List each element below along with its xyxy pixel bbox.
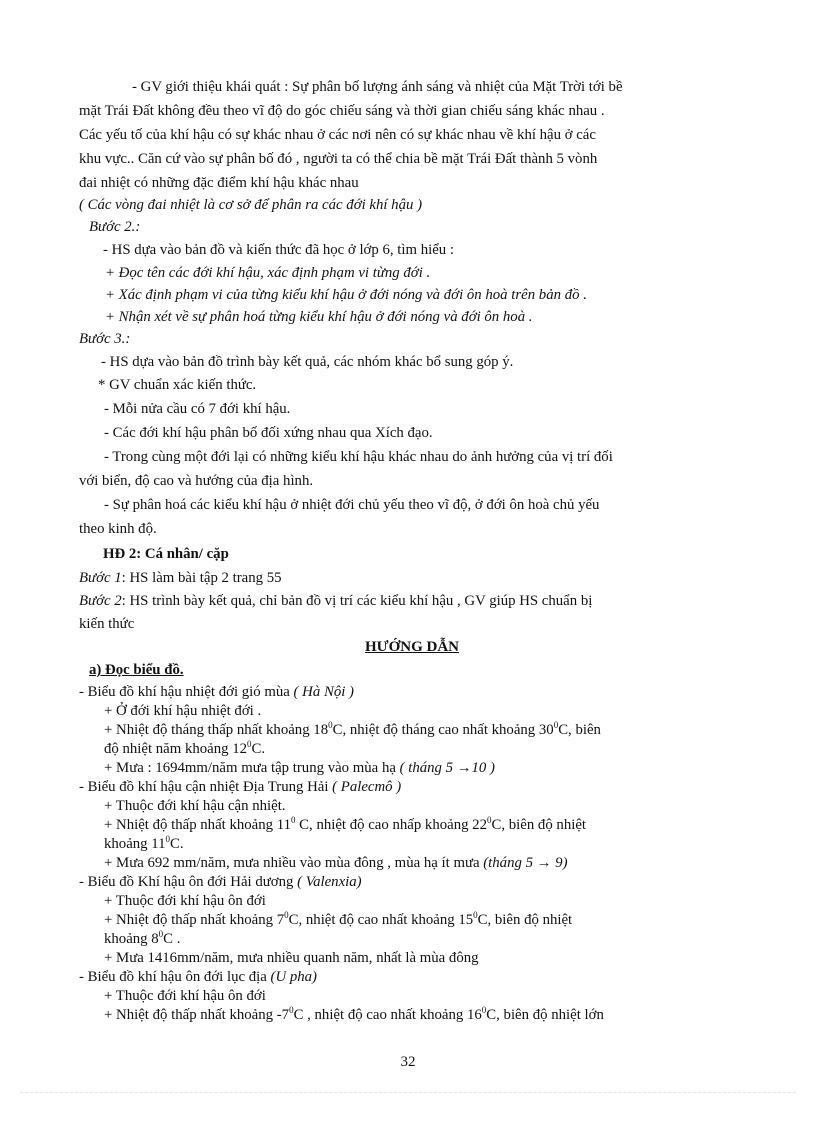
paragraph-line: khu vực.. Căn cứ vào sự phân bố đó , người ta có thể chia bề mặt Trái Đất thành 5 vònh (79, 151, 598, 167)
chart-3-line: khoảng $8^0C$ . (104, 929, 181, 947)
step-3-label: Bước 3.: (79, 331, 131, 347)
step-3-line: với biển, độ cao và hướng của địa hình. (79, 473, 314, 489)
paragraph-line: Các yếu tố của khí hậu có sự khác nhau ở các nơi nên có sự khác nhau về khí hậu ở các (79, 127, 596, 143)
climate-chart-3-title: - Biểu đồ Khí hậu ôn đới Hải dương ( Valenxia) (79, 874, 362, 890)
chart-3-line: + Thuộc đới khí hậu ôn đới (104, 893, 266, 909)
hd2-title: HĐ 2: Cá nhân/ cặp (103, 546, 229, 562)
step-2-label: Bước 2.: (89, 219, 141, 235)
hd2-step-2 (79, 591, 816, 611)
chart-2-line: + Thuộc đới khí hậu cận nhiệt. (104, 798, 286, 814)
hd2-step-2-cont: kiến thức (79, 616, 135, 632)
chart-2-line: + Nhiệt độ thấp nhất khoảng $11^0$ C, nhiệt độ cao nhấp khoảng $22^0C$, biên độ nhiệt (104, 815, 587, 833)
hd2-step-2-label: Bước 2 (79, 593, 122, 609)
step-3-line: - HS dựa vào bản đồ trình bày kết quả, các nhóm khác bổ sung góp ý. (101, 354, 514, 370)
chart-1-title-text: - Biểu đồ khí hậu nhiệt đới gió mùa (79, 684, 290, 700)
step-3-line: - Trong cùng một đới lại có những kiểu khí hậu khác nhau do ảnh hưởng của vị trí đối (104, 449, 613, 465)
chart-1-line: độ nhiệt năm khoảng $12^0C$. (104, 739, 266, 757)
chart-4-line: + Thuộc đới khí hậu ôn đới (104, 988, 266, 1004)
step-2-item: + Đọc tên các đới khí hậu, xác định phạm vi từng đới . (105, 265, 431, 281)
paragraph-line: mặt Trái Đất không đều theo vĩ độ do góc chiếu sáng và thời gian chiếu sáng khác nhau . (79, 103, 605, 119)
section-a-label: a) Đọc biểu đồ. (89, 662, 184, 678)
guide-heading: HƯỚNG DẪN (364, 639, 460, 655)
step-3-line: - Sự phân hoá các kiểu khí hậu ở nhiệt đới chủ yếu theo vĩ độ, ở đới ôn hoà chủ yếu (104, 497, 600, 513)
hd2-step-1-text: : HS làm bài tập 2 trang 55 (121, 570, 282, 586)
chart-3-line: + Nhiệt độ thấp nhất khoảng $7^0C$, nhiệt độ cao nhất khoảng $15^0C$, biên độ nhiệt (104, 910, 573, 928)
footer-divider (20, 1092, 796, 1093)
step-2-item: + Nhận xét về sự phân hoá từng kiểu khí hậu ở đới nóng và đới ôn hoà . (105, 309, 533, 325)
chart-1-line: + Nhiệt độ tháng thấp nhất khoảng $18^0C$, nhiệt độ tháng cao nhất khoảng $30^0C$, biên (104, 720, 601, 738)
chart-2-line: khoảng $11^0C$. (104, 834, 184, 852)
step-3-line: - Mỗi nửa cầu có 7 đới khí hậu. (104, 401, 291, 417)
step-3-line: theo kinh độ. (79, 521, 157, 537)
hd2-step-1-label: Bước 1 (79, 570, 122, 586)
climate-chart-4-title: - Biểu đồ khí hậu ôn đới lục địa (U pha) (79, 969, 317, 985)
chart-3-line: + Mưa 1416mm/năm, mưa nhiều quanh năm, nhất là mùa đông (104, 950, 479, 966)
section-a-heading (89, 660, 816, 680)
paragraph-line: đai nhiệt có những đặc điểm khí hậu khác nhau (79, 175, 359, 191)
chart-1-line: + Ở đới khí hậu nhiệt đới . (104, 703, 262, 719)
climate-chart-2-title: - Biểu đồ khí hậu cận nhiệt Địa Trung Hải ( Palecmô ) (79, 779, 402, 795)
chart-1-place: ( Hà Nội ) (293, 684, 354, 700)
step-3-line: - Các đới khí hậu phân bố đối xứng nhau qua Xích đạo. (104, 425, 433, 441)
hd2-step-1 (79, 568, 816, 588)
step-2-intro: - HS dựa vào bản đồ và kiến thức đã học ở lớp 6, tìm hiểu : (103, 242, 454, 258)
climate-chart-1-title (79, 682, 816, 702)
hd2-step-2-text: : HS trình bày kết quả, chỉ bản đồ vị trí các kiểu khí hậu , GV giúp HS chuẩn bị (121, 593, 593, 609)
paragraph-line: - GV giới thiệu khái quát : Sự phân bố lượng ánh sáng và nhiệt của Mặt Trời tới bề (132, 79, 623, 95)
chart-4-line: + Nhiệt độ thấp nhất khoảng $-7^0C$ , nhiệt độ cao nhất khoảng $16^0C$, biên độ nhiệt lớn (104, 1005, 604, 1023)
chart-1-line: + Mưa : 1694mm/năm mưa tập trung vào mùa hạ ( tháng 5 →10 ) (104, 760, 495, 776)
note-italic: ( Các vòng đai nhiệt là cơ sở để phân ra các đới khí hậu ) (79, 197, 422, 213)
chart-2-line: + Mưa 692 mm/năm, mưa nhiều vào mùa đông , mùa hạ ít mưa (tháng 5 → 9) (104, 855, 568, 871)
step-2-item: + Xác định phạm vi của từng kiểu khí hậu ở đới nóng và đới ôn hoà trên bản đồ . (105, 287, 587, 303)
step-3-line: * GV chuẩn xác kiến thức. (98, 377, 257, 393)
page-number: 32 (400, 1054, 416, 1070)
